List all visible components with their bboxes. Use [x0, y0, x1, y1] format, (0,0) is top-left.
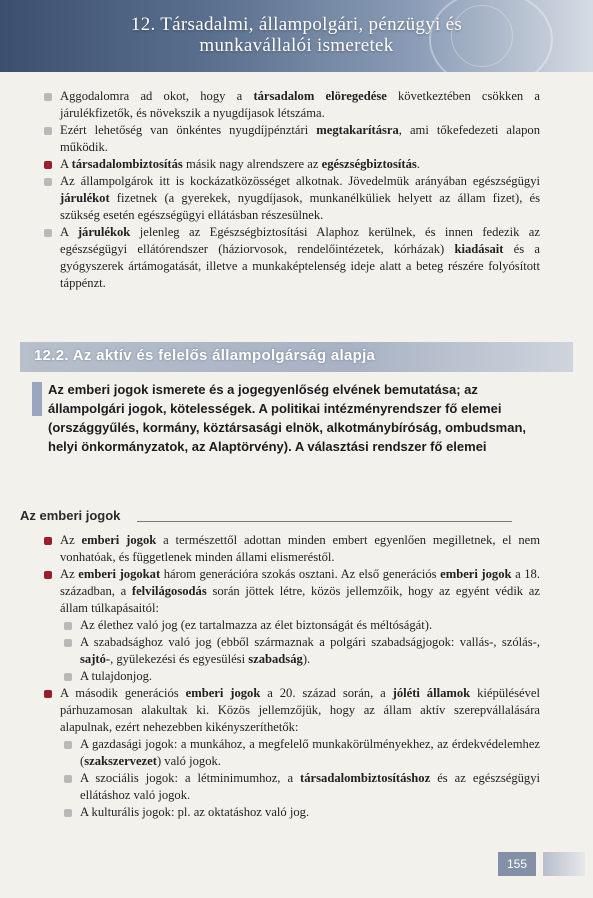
page-number: 155 — [498, 852, 536, 876]
block2-paragraph-1: Az emberi jogokat három generációra szokás osztani. Az első generációs emberi jogok a 18. században, a felvilágosodás során jöttek létre, közös jellemzőik, hogy az egyént védik az állam túlkapásaitól: — [40, 566, 540, 617]
block1-paragraph-0: Aggodalomra ad okot, hogy a társadalom elöregedése következtében csökken a járulékfizetők, és növekszik a nyugdíjasok létszáma. — [40, 88, 540, 122]
section-heading-bar — [20, 342, 573, 372]
chapter-header — [0, 0, 593, 72]
block1-paragraph-1: Ezért lehetőség van önkéntes nyugdíjpénztári megtakarításra, ami tőkefedezeti alapon működik. — [40, 122, 540, 156]
chapter-title: 12. Társadalmi, állampolgári, pénzügyi és munkavállalói ismeretek — [130, 14, 463, 56]
block2-paragraph-2: Az élethez való jog (ez tartalmazza az élet biztonságát és méltóságát). — [40, 617, 540, 634]
block2-paragraph-7: A szociális jogok: a létminimumhoz, a társadalombiztosításhoz és az egészségügyi ellátáshoz való jogok. — [40, 770, 540, 804]
block2-paragraph-6: A gazdasági jogok: a munkához, a megfelelő munkakörülményekhez, az érdekvédelemhez (szakszervezet) való jogok. — [40, 736, 540, 770]
block1-paragraph-2: A társadalombiztosítás másik nagy alrendszere az egészségbiztosítás. — [40, 156, 540, 173]
block1-paragraph-3: Az állampolgárok itt is kockázatközösséget alkotnak. Jövedelmük arányában egészségügyi járulékot fizetnek (a gyerekek, nyugdíjasok, munkanélküliek helyett az állam fizet), és szükség esetén egészségügyi ellátásban részesülnek. — [40, 173, 540, 224]
subheading-human-rights: Az emberi jogok — [20, 508, 121, 523]
text-block-human-rights — [40, 532, 540, 821]
block2-paragraph-5: A második generációs emberi jogok a 20. század során, a jóléti államok kiépülésével párhuzamosan alakultak ki. Közös jellemzőjük, hogy az állam aktív szerepvállalására alapulnak, ezért nehezebben kikényszeríthetők: — [40, 685, 540, 736]
block1-paragraph-4: A járulékok jelenleg az Egészségbiztosítási Alaphoz kerülnek, és innen fedezik az egészségügyi ellátórendszer (háziorvosok, rendelőintézetek, kórházak) kiadásait és a gyógyszerek ártámogatását, illetve a munkaképtelenség ideje alatt a beteg részére folyósított táppénzt. — [40, 224, 540, 292]
block2-paragraph-0: Az emberi jogok a természettől adottan minden embert egyenlően megilletnek, el nem vonhatóak, és függetlenek minden állami elismeréstől. — [40, 532, 540, 566]
section-title: 12.2. Az aktív és felelős állampolgárság alapja — [34, 347, 376, 364]
page-number-bar — [543, 852, 585, 876]
block2-paragraph-4: A tulajdonjog. — [40, 668, 540, 685]
block2-paragraph-3: A szabadsághoz való jog (ebből származnak a polgári szabadságjogok: vallás-, szólás-, sajtó-, gyülekezési és egyesülési szabadság). — [40, 634, 540, 668]
subheading-rule — [137, 521, 512, 522]
text-block-social-security — [40, 88, 540, 292]
block2-paragraph-8: A kulturális jogok: pl. az oktatáshoz való jog. — [40, 804, 540, 821]
learning-goal-box: Az emberi jogok ismerete és a jogegyenlőség elvének bemutatása; az állampolgári jogok, kötelességek. A politikai intézményrendszer fő elemei (országgyűlés, kormány, köztársasági elnök, alkotmánybíróság, ombudsman, helyi önkormányzatok, az Alaptörvény). A választási rendszer fő elemei — [48, 380, 548, 456]
